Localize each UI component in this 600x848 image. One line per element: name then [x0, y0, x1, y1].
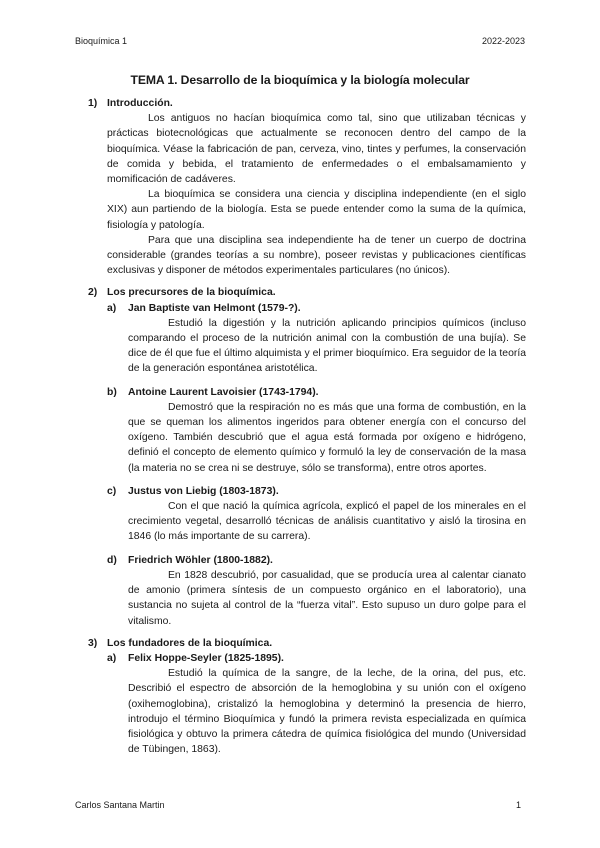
paragraph: Demostró que la respiración no es más que una forma de combustión, en la que se queman los alimentos ingeridos para obtener energía con el concurso del oxígeno. También descubrió que el agua está formada por oxígeno e hidrógeno, definió el concepto de elemento químico y formuló la ley de conservación de la masa (la materia no se crea ni se destruye, sólo se transforma), entre otros aportes.	[128, 401, 526, 474]
section-number: 3)	[88, 637, 98, 649]
section-fundadores	[88, 636, 526, 758]
subsection-van-helmont	[107, 301, 526, 377]
subsection-letter: c)	[107, 485, 117, 497]
section-precursores	[88, 285, 526, 628]
section-heading: Los precursores de la bioquímica.	[107, 287, 276, 299]
subsection-letter: a)	[107, 652, 117, 664]
section-heading: Introducción.	[107, 98, 173, 109]
section-introduccion	[88, 96, 526, 278]
subsection-heading: Antoine Laurent Lavoisier (1743-1794).	[128, 386, 319, 398]
section-number: 1)	[88, 98, 98, 109]
section-number: 2)	[88, 287, 98, 299]
subsection-heading: Justus von Liebig (1803-1873).	[128, 485, 279, 497]
footer-author: Carlos Santana Martin	[75, 800, 165, 810]
header-year: 2022-2023	[481, 36, 525, 46]
subsection-heading: Felix Hoppe-Seyler (1825-1895).	[128, 652, 284, 664]
subsection-letter: a)	[107, 302, 117, 314]
subsection-lavoisier	[107, 385, 526, 476]
paragraph: Para que una disciplina sea independiente ha de tener un cuerpo de doctrina considerable (grandes teorías a su nombre), poseer revistas y publicaciones científicas exclusivas y disponer de métodos experimentales particulares (no únicos).	[107, 234, 526, 277]
header-course: Bioquímica 1	[75, 36, 128, 46]
section-heading: Los fundadores de la bioquímica.	[107, 637, 273, 649]
subsection-letter: b)	[107, 386, 117, 398]
subsection-heading: Friedrich Wöhler (1800-1882).	[128, 554, 273, 566]
subsection-wohler	[107, 553, 526, 629]
paragraph: La bioquímica se considera una ciencia y disciplina independiente (en el siglo XIX) aun partiendo de la biología. Esta se puede entender como la suma de la química, fisiología y patología.	[107, 189, 526, 231]
paragraph: Estudió la digestión y la nutrición aplicando principios químicos (incluso comparando el proceso de la nutrición animal con la combustión de una bujía). Se dice de él que fue el último alquimista y el primer bioquímico. Era seguidor de la teoría de la generación espontánea aristotélica.	[128, 317, 526, 375]
paragraph: Con el que nació la química agrícola, explicó el papel de los minerales en el crecimiento vegetal, desarrolló técnicas de análisis cuantitativo y aisló la tirosina en 1846 (lo más importante de su carrera).	[128, 501, 526, 543]
document-body	[88, 96, 526, 757]
subsection-liebig	[107, 484, 526, 545]
subsection-heading: Jan Baptiste van Helmont (1579-?).	[128, 302, 301, 314]
subsection-hoppe-seyler	[107, 651, 526, 757]
paragraph: Los antiguos no hacían bioquímica como tal, sino que utilizaban técnicas y prácticas biotecnológicas que actualmente se reconocen dentro del campo de la bioquímica. Véase la fabricación de pan, cerveza, vino, tintes y perfumes, la conservación de comida y bebida, el tratamiento de enfermedades o el embalsamamiento y momificación de cadáveres.	[107, 113, 526, 186]
subsection-letter: d)	[107, 554, 117, 566]
document-title: TEMA 1. Desarrollo de la bioquímica y la biología molecular	[130, 73, 470, 87]
paragraph: En 1828 descubrió, por casualidad, que se producía urea al calentar cianato de amonio (primera síntesis de un compuesto orgánico en el laboratorio), una sustancia no sujeta al control de la “fuerza vital”. Esto supuso un duro golpe para el vitalismo.	[128, 569, 526, 627]
paragraph: Estudió la química de la sangre, de la leche, de la orina, del pus, etc. Describió el espectro de absorción de la hemoglobina y su unión con el oxígeno (oxihemoglobina), cristalizó la hemoglobina y determinó la presencia de hierro, introdujo el término Bioquímica y fundó la primera revista especializada en química fisiológica y obtuvo la primera cátedra de química fisiológica del mundo (Universidad de Tübingen, 1863).	[128, 668, 526, 756]
page-number: 1	[515, 800, 521, 810]
